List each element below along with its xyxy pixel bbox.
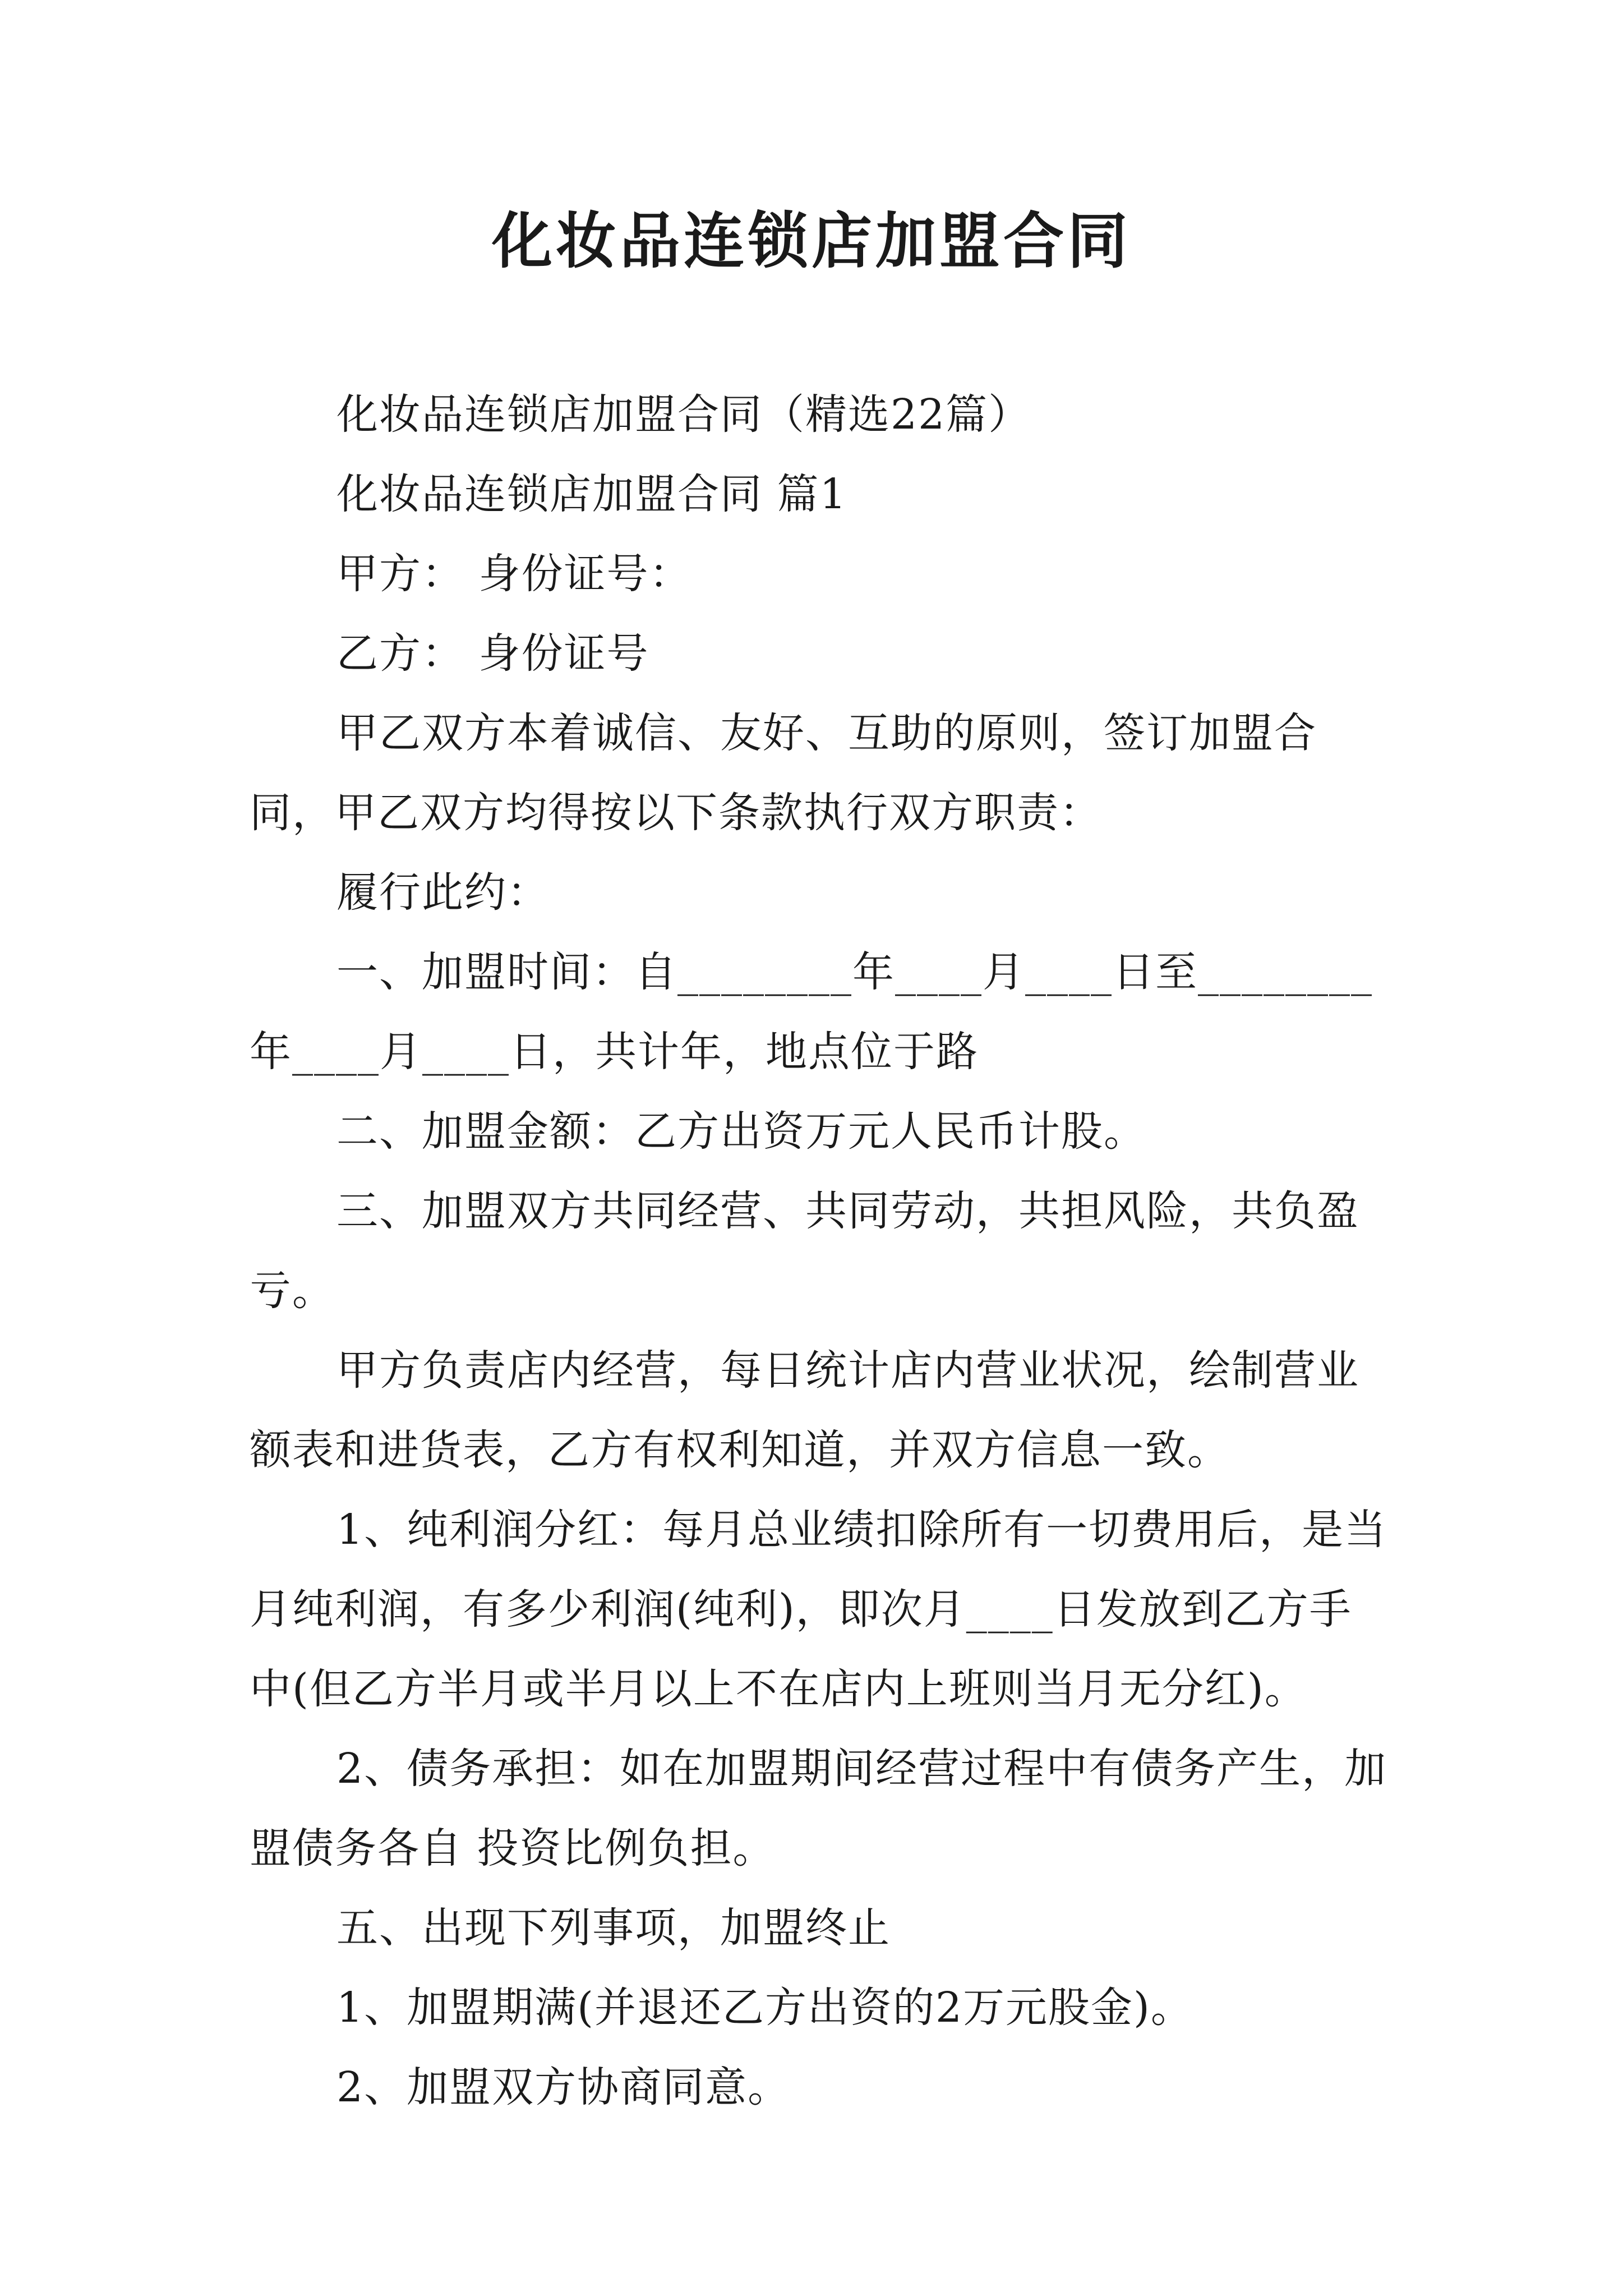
document-body [250,375,1394,2127]
paragraph-section-heading: 化妆品连锁店加盟合同 篇1 [336,470,847,518]
paragraph-party-b: 乙方： 身份证号 [336,629,649,678]
paragraph-preamble: 甲乙双方本着诚信、友好、互助的原则，签订加盟合同，甲乙双方均得按以下条款执行双方职责： [250,709,1317,837]
paragraph-termination-heading: 五、出现下列事项，加盟终止 [336,1904,891,1952]
paragraph-debt: 2、债务承担：如在加盟期间经营过程中有债务产生，加盟债务各自 投资比例负担。 [250,1745,1387,1872]
paragraph-compliance: 履行此约： [336,868,550,917]
paragraph-party-a: 甲方： 身份证号： [336,550,692,598]
paragraph-party-a-duties: 甲方负责店内经营，每日统计店内营业状况，绘制营业额表和进货表，乙方有权利知道，并双方信息一致。 [250,1346,1359,1474]
paragraph-joint-operation: 三、加盟双方共同经营、共同劳动，共担风险，共负盈亏。 [250,1187,1359,1315]
document-title: 化妆品连锁店加盟合同 [491,206,1131,277]
paragraph-subtitle: 化妆品连锁店加盟合同（精选22篇） [336,390,1031,439]
paragraph-termination-1: 1、加盟期满(并退还乙方出资的2万元股金)。 [336,1984,1193,2032]
paragraph-term: 一、加盟时间：自________年____月____日至________年____月____日，共计年，地点位于路 [250,948,1373,1076]
paragraph-termination-2: 2、加盟双方协商同意。 [336,2063,791,2111]
paragraph-amount: 二、加盟金额：乙方出资万元人民币计股。 [336,1107,1146,1156]
paragraph-profit-sharing: 1、纯利润分红：每月总业绩扣除所有一切费用后，是当月纯利润，有多少利润(纯利)，即次月____日发放到乙方手中(但乙方半月或半月以上不在店内上班则当月无分红)。 [250,1506,1387,1713]
